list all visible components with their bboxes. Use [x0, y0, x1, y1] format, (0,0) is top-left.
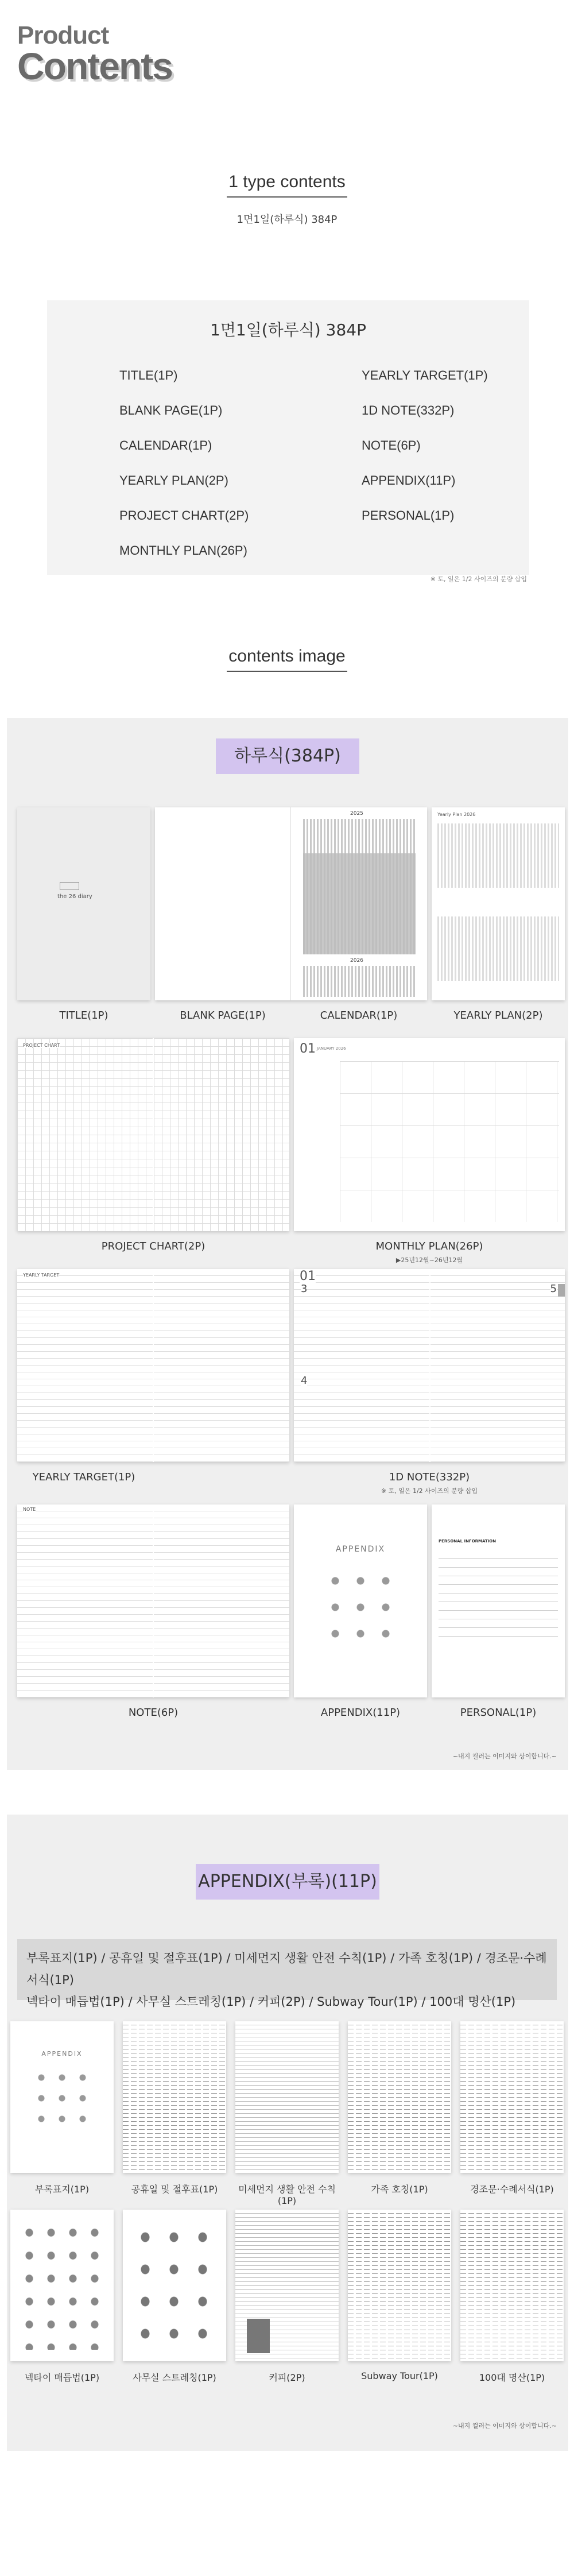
images-section-title: [0, 647, 574, 672]
caption-personal: PERSONAL(1P): [460, 1707, 537, 1719]
appx-cap-10: 100대 명산(1P): [479, 2372, 545, 2383]
page-note-thumb: [17, 1504, 289, 1697]
spec-right-list: [362, 368, 488, 543]
cal-block-mid: [303, 853, 416, 954]
oneday-day-b: 4: [301, 1375, 308, 1387]
appx-cap-1: 부록표지(1P): [34, 2184, 90, 2195]
yearly-plan-head: Yearly Plan 2026: [437, 812, 476, 817]
stretching-figures: [131, 2221, 218, 2350]
appx-thumb-stretching: [123, 2210, 226, 2361]
header-line2: Contents: [17, 45, 172, 87]
caption-blank: BLANK PAGE(1P): [180, 1009, 266, 1022]
type-section-title: [0, 172, 574, 198]
monthly-num: 01: [300, 1042, 316, 1056]
spec-item: TITLE(1P): [119, 368, 178, 382]
appx-cap-8: 커피(2P): [269, 2372, 305, 2383]
cal-block-bottom: [303, 966, 416, 997]
header-line1: Product: [17, 21, 109, 49]
caption-title: TITLE(1P): [59, 1009, 108, 1022]
necktie-figures: [18, 2221, 106, 2350]
cal-block-mid-texture: [303, 853, 416, 954]
spread-fold: [429, 1269, 430, 1462]
caption-calendar: CALENDAR(1P): [320, 1009, 398, 1022]
spread-fold: [153, 1504, 154, 1697]
appx-cap-9: Subway Tour(1P): [361, 2370, 438, 2381]
page-title-thumb: [17, 807, 150, 1000]
spec-box: [47, 300, 529, 575]
appx-cover-icons: [31, 2067, 93, 2130]
spec-item: YEARLY PLAN(2P): [119, 473, 228, 488]
images-section-title-text: contents image: [228, 647, 346, 666]
type-section-title-text: 1 type contents: [228, 172, 346, 191]
page-personal-thumb: [432, 1504, 565, 1697]
personal-lines: [439, 1550, 558, 1637]
oneday-day-a: 3: [301, 1283, 308, 1295]
oneday-day-c: 5: [550, 1283, 557, 1295]
spec-item: PROJECT CHART(2P): [119, 508, 249, 523]
appx-thumb-subway: [348, 2210, 451, 2361]
spec-left-list: [119, 368, 249, 578]
spread-fold: [153, 1269, 154, 1462]
appx-cap-3: 미세먼지 생활 안전 수칙(1P): [238, 2184, 336, 2206]
spec-item: MONTHLY PLAN(26P): [119, 543, 247, 558]
project-chart-head: PROJECT CHART: [23, 1043, 60, 1048]
appx-cover-word: APPENDIX: [41, 2050, 83, 2057]
caption-yearly-plan: YEARLY PLAN(2P): [453, 1009, 543, 1022]
cal-block-top: [303, 819, 416, 853]
appendix-icons: [323, 1568, 398, 1648]
spec-item: APPENDIX(11P): [362, 473, 456, 488]
caption-yearly-target: YEARLY TARGET(1P): [32, 1471, 135, 1483]
appx-thumb-cover: [10, 2021, 114, 2173]
monthly-grid: [340, 1061, 559, 1222]
title-underline: [227, 671, 347, 672]
yearly-plan-months-top: [437, 823, 559, 888]
coffee-image: [247, 2319, 270, 2353]
page-project-chart-thumb: [17, 1038, 289, 1231]
caption-project-chart: PROJECT CHART(2P): [101, 1240, 205, 1252]
caption-monthly-note: ▶25년12월~26년12월: [395, 1256, 463, 1264]
appx-thumb-mountains: [460, 2210, 564, 2361]
spec-item: 1D NOTE(332P): [362, 403, 455, 417]
appx-cap-5: 경조문·수례서식(1P): [470, 2184, 554, 2195]
caption-appendix: APPENDIX(11P): [320, 1707, 401, 1719]
yt-head: YEARLY TARGET: [23, 1272, 60, 1278]
spec-item: PERSONAL(1P): [362, 508, 455, 523]
caption-1d-note: 1D NOTE(332P): [389, 1471, 470, 1483]
gallery-daily-footnote: ~내지 컬러는 이미지와 상이합니다.~: [452, 1753, 557, 1760]
spread-fold: [153, 1038, 154, 1231]
type-section-subtitle: 1면1일(하루식) 384P: [236, 214, 338, 226]
appendix-summary-line1: 부록표지(1P) / 공휴일 및 절후표(1P) / 미세먼지 생활 안전 수칙(1P) / 가족 호칭(1P) / 경조문·수례서식(1P): [26, 1951, 547, 1987]
appendix-summary: [17, 1939, 557, 2009]
title-year: the 26 diary: [57, 894, 92, 900]
appx-thumb-coffee: [235, 2210, 339, 2361]
gallery-appendix-footnote: ~내지 컬러는 이미지와 상이합니다.~: [452, 2422, 557, 2430]
appendix-word: APPENDIX: [335, 1545, 386, 1554]
appx-thumb-family: [348, 2021, 451, 2173]
spec-item: YEARLY TARGET(1P): [362, 368, 488, 382]
page-appendix-thumb: [294, 1504, 427, 1697]
spec-item: NOTE(6P): [362, 438, 421, 452]
appx-cap-2: 공휴일 및 절후표(1P): [131, 2184, 218, 2195]
page-yearly-plan-thumb: [432, 807, 565, 1000]
cal-year-bottom: 2026: [350, 958, 363, 964]
monthly-head: JANUARY 2026: [317, 1046, 346, 1051]
gallery-daily: [7, 718, 568, 1770]
appx-thumb-dust: [235, 2021, 339, 2173]
oneday-tab: [558, 1284, 565, 1297]
title-underline: [227, 196, 347, 198]
appx-cap-4: 가족 호칭(1P): [371, 2184, 428, 2195]
appx-cap-6: 넥타이 매듭법(1P): [24, 2372, 100, 2383]
spec-item: BLANK PAGE(1P): [119, 403, 223, 417]
spec-item: CALENDAR(1P): [119, 438, 212, 452]
page-blank-calendar-spread: [155, 807, 427, 1000]
title-emblem: [60, 882, 79, 890]
appx-thumb-holidays: [123, 2021, 226, 2173]
cal-year-top: 2025: [350, 811, 363, 817]
appendix-summary-line2: 넥타이 매듭법(1P) / 사무실 스트레칭(1P) / 커피(2P) / Subway Tour(1P) / 100대 명산(1P): [26, 1995, 516, 2009]
page-monthly-plan-thumb: [294, 1038, 565, 1231]
personal-head: PERSONAL INFORMATION: [439, 1539, 497, 1544]
yearly-plan-months-bottom: [437, 916, 559, 981]
caption-1d-note-sub: ※ 토, 일은 1/2 사이즈의 분량 삽입: [381, 1487, 478, 1495]
page-yearly-target-thumb: [17, 1269, 289, 1462]
note-head: NOTE: [23, 1507, 36, 1512]
caption-note: NOTE(6P): [128, 1707, 179, 1719]
appx-thumb-necktie: [10, 2210, 114, 2361]
gallery-daily-pill: 하루식(384P): [216, 738, 359, 774]
gallery-appendix-pill: APPENDIX(부록)(11P): [196, 1864, 379, 1900]
appx-cap-7: 사무실 스트레칭(1P): [133, 2372, 216, 2383]
spec-heading: 1면1일(하루식) 384P: [210, 320, 366, 339]
page-1d-note-thumb: [294, 1269, 565, 1462]
spread-fold: [290, 807, 291, 1000]
caption-monthly-plan: MONTHLY PLAN(26P): [375, 1240, 483, 1252]
appx-thumb-forms: [460, 2021, 564, 2173]
oneday-num: 01: [300, 1269, 316, 1283]
spec-note: ※ 토, 일은 1/2 사이즈의 분량 삽입: [430, 575, 527, 583]
brand-header: [17, 21, 172, 87]
